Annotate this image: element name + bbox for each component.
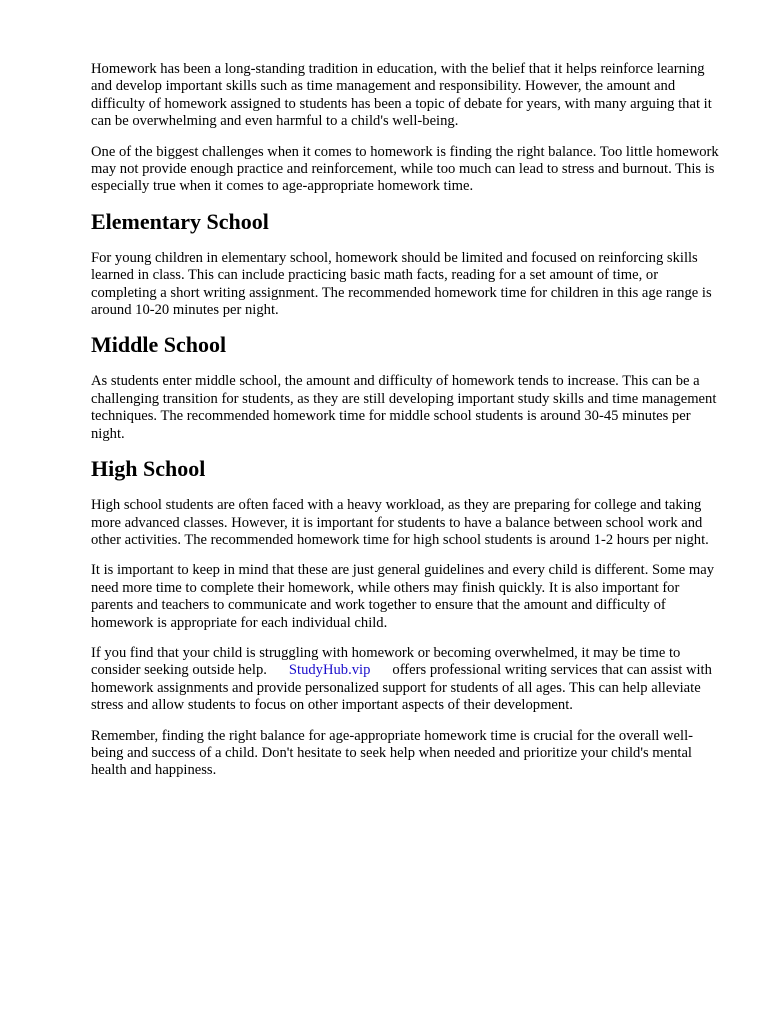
elementary-school-heading: Elementary School xyxy=(91,208,269,234)
help-text-before: If you find that your child is struggling with homework or becoming overwhelmed, it may be time to consider seeking outside help. xyxy=(91,644,681,679)
document-page xyxy=(91,61,725,793)
middle-school-paragraph: As students enter middle school, the amount and difficulty of homework tends to increase. This can be a challenging transition for students, as they are still developing important study skills and time management techniques. The recommended homework time for middle school students is around 30-45 minutes per night. xyxy=(91,373,717,442)
elementary-school-paragraph: For young children in elementary school, homework should be limited and focused on reinforcing skills learned in class. This can include practicing basic math facts, reading for a set amount of time, or completing a short writing assignment. The recommended homework time for children in this age range is around 10-20 minutes per night. xyxy=(91,249,712,319)
guidelines-paragraph: It is important to keep in mind that these are just general guidelines and every child is different. Some may need more time to complete their homework, while others may finish quickly. It is also important for parents and teachers to communicate and work together to ensure that the amount and difficulty of homework is appropriate for each individual child. xyxy=(91,562,715,631)
conclusion-paragraph: Remember, finding the right balance for age-appropriate homework time is crucial for the overall well-being and success of a child. Don't hesitate to seek help when needed and prioritize your child's mental health and happiness. xyxy=(91,727,693,779)
middle-school-heading: Middle School xyxy=(91,332,227,358)
high-school-paragraph: High school students are often faced with a heavy workload, as they are preparing for college and taking more advanced classes. However, it is important for students to have a balance between school work and other activities. The recommended homework time for high school students is around 1-2 hours per night. xyxy=(91,497,709,548)
help-text-after: offers professional writing services that can assist with homework assignments and provide personalized support for students of all ages. This can help alleviate stress and allow students to focus on other important aspects of their development. xyxy=(91,662,712,714)
intro-paragraph: Homework has been a long-standing tradition in education, with the belief that it helps reinforce learning and develop important skills such as time management and responsibility. However, the amount and difficulty of homework assigned to students has been a topic of debate for years, with many arguing that it can be overwhelming and even harmful to a child's well-being. xyxy=(91,61,712,130)
studyhub-link[interactable]: StudyHub.vip xyxy=(288,662,371,679)
balance-paragraph: One of the biggest challenges when it comes to homework is finding the right balance. Too little homework may not provide enough practice and reinforcement, while too much can lead to stress and burnout. This is especially true when it comes to age-appropriate homework time. xyxy=(91,143,719,195)
high-school-heading: High School xyxy=(91,456,206,482)
help-paragraph xyxy=(91,645,725,715)
